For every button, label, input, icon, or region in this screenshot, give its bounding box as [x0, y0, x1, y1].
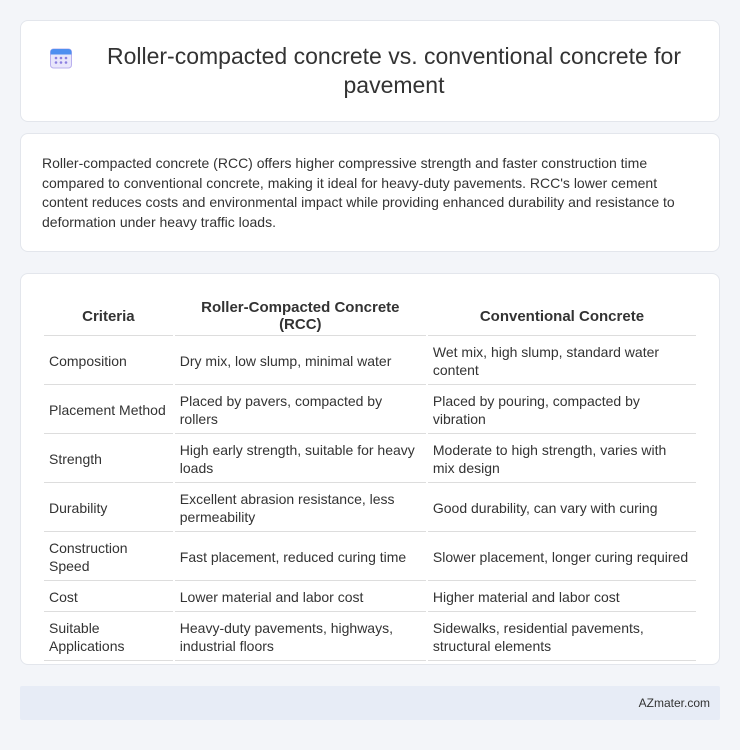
table-row	[44, 436, 696, 483]
page-title: Roller-compacted concrete vs. conventional concrete for pavement	[106, 43, 681, 98]
footer-bar	[20, 686, 720, 720]
criteria-cell: Cost	[44, 583, 173, 612]
rcc-cell: Excellent abrasion resistance, less permeability	[175, 485, 426, 532]
rcc-cell: Lower material and labor cost	[175, 583, 426, 612]
rcc-cell: Fast placement, reduced curing time	[175, 534, 426, 581]
table-header-row	[44, 297, 696, 336]
table-row	[44, 534, 696, 581]
rcc-cell: High early strength, suitable for heavy loads	[175, 436, 426, 483]
conventional-cell: Wet mix, high slump, standard water content	[428, 338, 696, 385]
conventional-cell: Good durability, can vary with curing	[428, 485, 696, 532]
criteria-cell: Construction Speed	[44, 534, 173, 581]
criteria-cell: Strength	[44, 436, 173, 483]
table-row	[44, 583, 696, 612]
table-row	[44, 387, 696, 434]
summary-text: Roller-compacted concrete (RCC) offers higher compressive strength and faster construction time compared to conventional concrete, making it ideal for heavy-duty pavements. RCC's lower cement content reduces costs and environmental impact while providing enhanced durability and resistance to deformation under heavy traffic loads.	[42, 155, 675, 230]
conventional-cell: Higher material and labor cost	[428, 583, 696, 612]
table-row	[44, 614, 696, 661]
table-row	[44, 485, 696, 532]
conventional-cell: Moderate to high strength, varies with mix design	[428, 436, 696, 483]
conventional-cell: Sidewalks, residential pavements, structural elements	[428, 614, 696, 661]
criteria-cell: Durability	[44, 485, 173, 532]
header-conventional: Conventional Concrete	[428, 297, 696, 336]
conventional-cell: Slower placement, longer curing required	[428, 534, 696, 581]
header-criteria: Criteria	[44, 297, 173, 336]
criteria-cell: Composition	[44, 338, 173, 385]
comparison-table-card	[20, 273, 720, 665]
comparison-table	[42, 295, 698, 663]
criteria-cell: Suitable Applications	[44, 614, 173, 661]
header-rcc: Roller-Compacted Concrete (RCC)	[175, 297, 426, 336]
title-card	[20, 20, 720, 122]
criteria-cell: Placement Method	[44, 387, 173, 434]
conventional-cell: Placed by pouring, compacted by vibration	[428, 387, 696, 434]
footer-brand: AZmater.com	[638, 696, 710, 710]
rcc-cell: Placed by pavers, compacted by rollers	[175, 387, 426, 434]
rcc-cell: Heavy-duty pavements, highways, industrial floors	[175, 614, 426, 661]
rcc-cell: Dry mix, low slump, minimal water	[175, 338, 426, 385]
summary-card	[20, 133, 720, 252]
table-row	[44, 338, 696, 385]
